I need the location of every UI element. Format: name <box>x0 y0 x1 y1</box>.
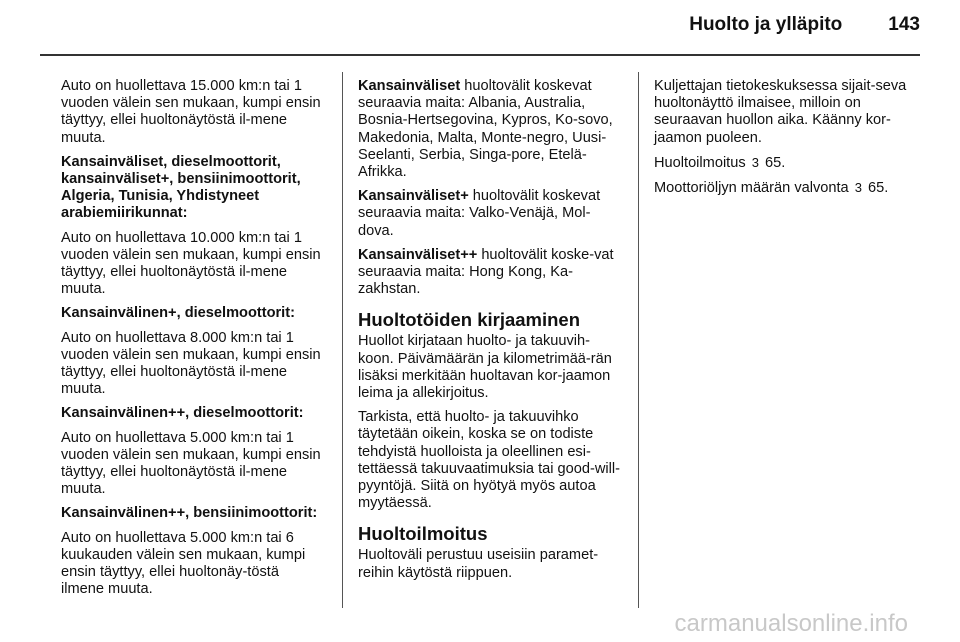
inline-term: Kansainväliset <box>358 78 461 94</box>
paragraph-text: huoltovälit koske-vat seuraavia maita: Hong Kong, Ka-zakhstan. <box>358 246 614 298</box>
subheading: Kansainväliset, dieselmoottorit, kansainväliset+, bensiinimoottorit, Algeria, Tunisia, Yhdistyneet arabiemiirikunnat: <box>61 153 301 222</box>
paragraph <box>358 247 620 299</box>
column-2 <box>358 78 620 589</box>
cross-reference[interactable] <box>654 179 920 197</box>
paragraph: Huoltoväli perustuu useisiin paramet-reihin käytöstä riippuen. <box>358 547 599 581</box>
subheading: Kansainvälinen++, dieselmoottorit: <box>61 405 304 422</box>
cross-reference-page: 65. <box>765 154 786 171</box>
cross-reference-page: 65. <box>868 180 889 197</box>
paragraph: Auto on huollettava 5.000 km:n tai 6 kuukauden välein sen mukaan, kumpi ensin täyttyy, ellei huoltonäy-töstä ilmene muuta. <box>61 529 306 598</box>
section-heading: Huoltoilmoitus <box>358 523 488 545</box>
paragraph-text: huoltovälit koskevat seuraavia maita: Albania, Australia, Bosnia-Hertsegovina, Kypros, Ko-sovo, Makedonia, Malta, Monte-negro, Uusi-Seelanti, Serbia, Singa-pore, Etelä-Afrikka. <box>358 78 613 181</box>
page-number: 143 <box>888 14 920 35</box>
paragraph: Auto on huollettava 8.000 km:n tai 1 vuoden välein sen mukaan, kumpi ensin täyttyy, ellei huoltonäytöstä il-mene muuta. <box>61 329 321 398</box>
paragraph <box>358 188 620 240</box>
paragraph: Huollot kirjataan huolto- ja takuuvih-koon. Päivämäärän ja kilometrimää-rän lisäksi merkitään huoltavan kor-jaamon leima ja allekirjoitus. <box>358 333 612 402</box>
page-title: Huolto ja ylläpito <box>689 14 843 35</box>
section-heading: Huoltotöiden kirjaaminen <box>358 309 581 331</box>
column-divider <box>342 72 343 608</box>
subheading: Kansainvälinen+, dieselmoottorit: <box>61 305 295 322</box>
cross-reference-text: Huoltoilmoitus <box>654 154 746 171</box>
paragraph: Auto on huollettava 10.000 km:n tai 1 vuoden välein sen mukaan, kumpi ensin täyttyy, ellei huoltonäytöstä il-mene muuta. <box>61 229 321 298</box>
paragraph: Tarkista, että huolto- ja takuuvihko täytetään oikein, koska se on todiste tehdyistä huolloista ja oleellinen esi-tettäessä takuuvaatimuksia tai good-will-pyyntöjä. Siitä on hyötyä myös autoa myytäessä. <box>358 409 621 512</box>
paragraph: Kuljettajan tietokeskuksessa sijait-seva huoltonäyttö ilmaisee, milloin on seuraavan huollon aika. Käänny kor-jaamon puoleen. <box>654 78 907 146</box>
paragraph <box>358 78 620 181</box>
cross-reference-text: Moottoriöljyn määrän valvonta <box>654 180 849 197</box>
watermark: carmanualsonline.info <box>674 610 908 637</box>
triangle-right-icon: 3 <box>751 154 759 170</box>
column-3 <box>654 78 920 204</box>
triangle-right-icon: 3 <box>854 180 862 196</box>
cross-reference[interactable] <box>654 154 920 172</box>
inline-term: Kansainväliset+ <box>358 188 469 205</box>
paragraph-text: huoltovälit koskevat seuraavia maita: Valko-Venäjä, Mol-dova. <box>358 188 601 239</box>
subheading: Kansainvälinen++, bensiinimoottorit: <box>61 505 318 522</box>
column-divider <box>638 72 639 608</box>
inline-term: Kansainväliset++ <box>358 246 478 263</box>
header-rule <box>40 54 920 56</box>
paragraph: Auto on huollettava 5.000 km:n tai 1 vuoden välein sen mukaan, kumpi ensin täyttyy, ellei huoltonäytöstä il-mene muuta. <box>61 429 321 498</box>
column-1 <box>61 78 323 605</box>
page-header <box>689 14 920 36</box>
paragraph: Auto on huollettava 15.000 km:n tai 1 vuoden välein sen mukaan, kumpi ensin täyttyy, ellei huoltonäytöstä il-mene muuta. <box>61 78 321 146</box>
